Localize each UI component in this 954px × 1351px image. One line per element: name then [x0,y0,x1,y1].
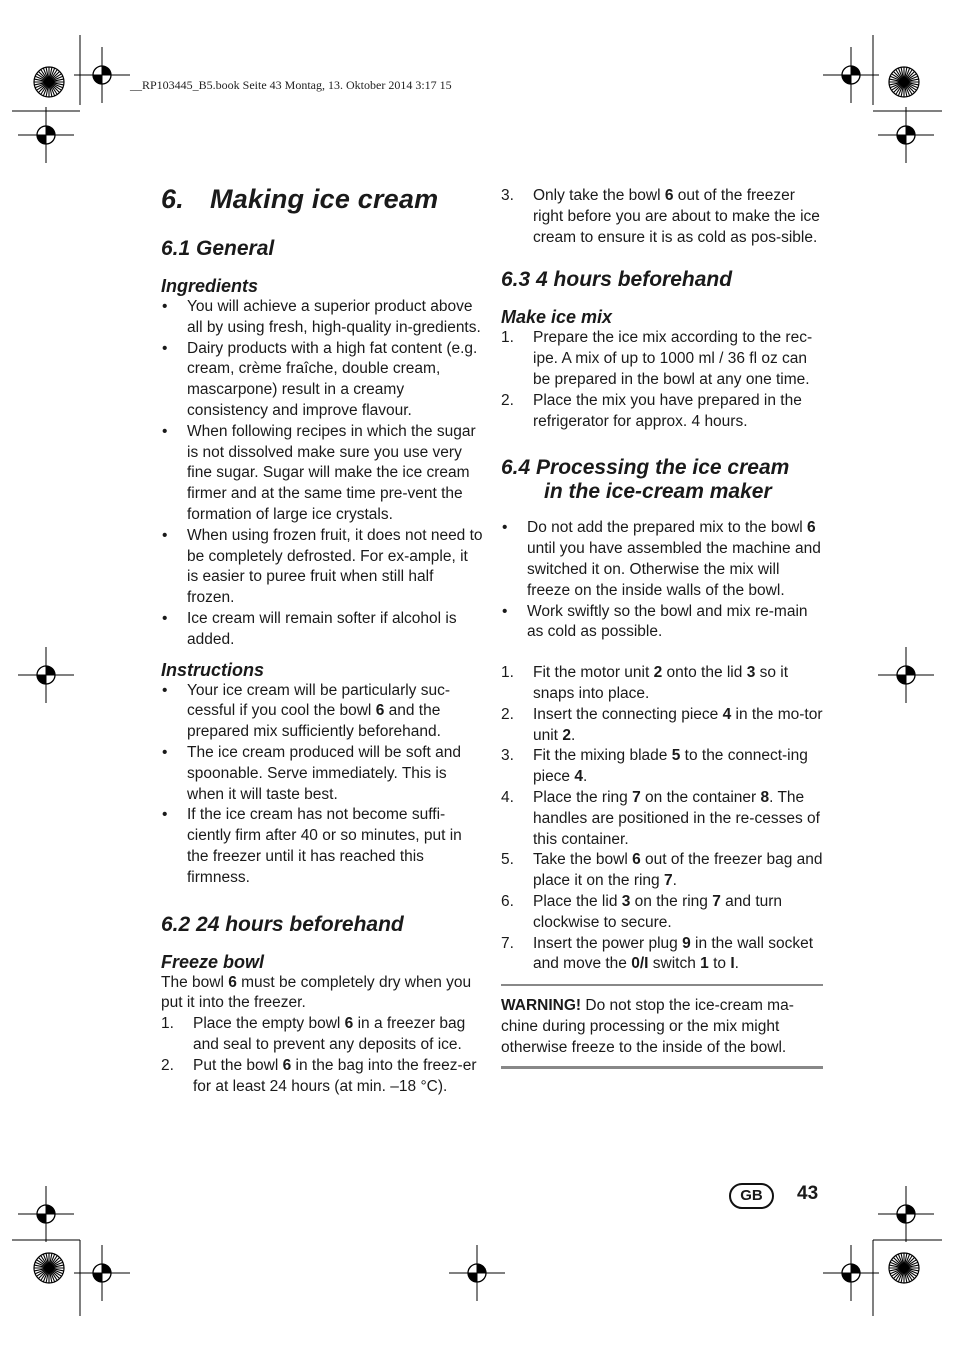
language-badge: GB [729,1183,774,1209]
h24-heading: 6.2 24 hours beforehand [161,912,404,936]
freeze-bowl-heading: Freeze bowl [161,951,265,972]
warning-box [501,984,823,1068]
instructions-list [161,681,483,889]
list-item: • Your ice cream will be particularly suc-cessful if you cool the bowl 6 and the prepared mix sufficiently beforehand. [161,681,483,743]
list-item: 7. Insert the power plug 9 in the wall socket and move the 0/I switch 1 to I. [501,934,814,973]
ingredients-heading: Ingredients [161,276,259,296]
section-title-text: Making ice cream [210,184,439,214]
list-item: 4. Place the ring 7 on the container 8. The handles are positioned in the re-cesses of this container. [501,788,820,848]
processing-heading: 6.4 Processing the ice cream in the ice-cream maker [501,456,790,504]
list-item: 1. Prepare the ice mix according to the rec-ipe. A mix of up to 1000 ml / 36 fl oz can be prepared in the bowl at any one time. [501,329,813,388]
list-item: 2. Insert the connecting piece 4 in the mo-tor unit 2. [501,705,823,744]
warning-label: WARNING! [501,997,582,1015]
processing-steps [501,663,823,975]
list-item: • Do not add the prepared mix to the bowl 6 until you have assembled the machine and switched it on. Otherwise the mix will freeze on the inside walls of the bowl. [501,518,823,601]
list-item: • You will achieve a superior product above all by using fresh, high-quality in-gredients. [161,297,483,339]
list-item: • Work swiftly so the bowl and mix re-main as cold as possible. [501,602,823,644]
list-item: • When using frozen fruit, it does not need to be completely defrosted. For ex-ample, it is easier to puree fruit when still half frozen. [161,526,483,609]
make-ice-mix-heading: Make ice mix [501,307,613,328]
list-item: • The ice cream produced will be soft and spoonable. Serve immediately. This is when it will taste best. [161,743,483,805]
list-item: 2. Put the bowl 6 in the bag into the freez-er for at least 24 hours (at min. –18 °C). [161,1056,477,1095]
list-item: 1. Fit the motor unit 2 onto the lid 3 so it snaps into place. [501,664,789,702]
list-item: 3. Only take the bowl 6 out of the freezer right before you are about to make the ice cream to ensure it is as cold as pos-sible. [501,187,820,246]
section-number: 6. [161,184,184,214]
left-column [161,184,483,1097]
list-item: • Ice cream will remain softer if alcohol is added. [161,609,483,651]
processing-notes [501,518,823,643]
list-item: 3. Fit the mixing blade 5 to the connect-ing piece 4. [501,747,808,786]
h4-heading: 6.3 4 hours beforehand [501,268,733,292]
list-item: 2. Place the mix you have prepared in the refrigerator for approx. 4 hours. [501,391,802,430]
list-item: 5. Take the bowl 6 out of the freezer bag and place it on the ring 7. [501,851,823,890]
general-heading: 6.1 General [161,237,275,260]
instructions-heading: Instructions [161,659,265,680]
freeze-bowl-steps-continued [501,186,823,248]
print-slug-line: __RP103445_B5.book Seite 43 Montag, 13. Oktober 2014 3:17 15 [130,78,452,92]
list-item: • If the ice cream has not become suffi-ciently firm after 40 or so minutes, put in the freezer until it has reached this firmness. [161,805,483,888]
freeze-bowl-intro: The bowl 6 must be completely dry when you put it into the freezer. [161,973,472,1012]
freeze-bowl-steps [161,1014,483,1097]
list-item: • When following recipes in which the sugar is not dissolved make sure you use very fine sugar. Sugar will make the ice cream firmer and at the same time pre-vent the formation of large ice crystals. [161,422,483,526]
page-number: 43 [797,1183,819,1204]
list-item: 6. Place the lid 3 on the ring 7 and turn clockwise to secure. [501,892,783,931]
list-item: • Dairy products with a high fat content (e.g. cream, crème fraîche, double cream, mascarpone) result in a creamy consistency and improve flavour. [161,339,483,422]
make-ice-mix-steps [501,328,823,432]
ingredients-list [161,297,483,651]
right-column [501,186,823,1069]
list-item: 1. Place the empty bowl 6 in a freezer bag and seal to prevent any deposits of ice. [161,1015,466,1053]
section-title [161,184,483,215]
warning-text: WARNING! Do not stop the ice-cream ma-chine during processing or the mix might otherwise freeze to the inside of the bowl. [501,997,794,1056]
